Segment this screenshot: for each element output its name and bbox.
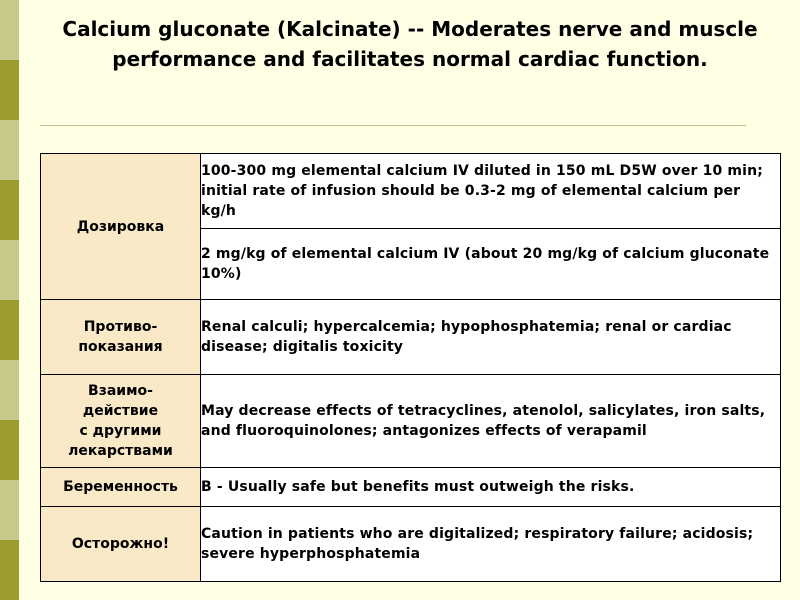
interactions-value: May decrease effects of tetracyclines, atenolol, salicylates, iron salts, and fluoroquinolones; antagonizes effects of verapamil xyxy=(201,375,781,468)
table-row-interactions xyxy=(41,375,781,468)
bar-segment xyxy=(0,300,19,360)
interactions-label-line: с другими xyxy=(79,423,162,439)
dosage-value-1: 100-300 mg elemental calcium IV diluted in 150 mL D5W over 10 min; initial rate of infusion should be 0.3-2 mg of elemental calcium per kg/h xyxy=(201,154,781,229)
caution-value: Caution in patients who are digitalized; respiratory failure; acidosis; severe hyperphosphatemia xyxy=(201,507,781,582)
contraindications-label xyxy=(41,300,201,375)
pregnancy-value: B - Usually safe but benefits must outweigh the risks. xyxy=(201,468,781,507)
bar-segment xyxy=(0,540,19,600)
table-row-caution xyxy=(41,507,781,582)
interactions-label xyxy=(41,375,201,468)
dosage-label: Дозировка xyxy=(41,154,201,300)
table-row-dosage xyxy=(41,154,781,229)
bar-segment xyxy=(0,180,19,240)
interactions-label-line: лекарствами xyxy=(68,443,173,459)
contraindications-value: Renal calculi; hypercalcemia; hypophosphatemia; renal or cardiac disease; digitalis toxicity xyxy=(201,300,781,375)
drug-info-table xyxy=(40,153,781,582)
interactions-label-line: Взаимо- xyxy=(88,383,153,399)
table-row-pregnancy xyxy=(41,468,781,507)
table-row-contraindications xyxy=(41,300,781,375)
slide-title: Calcium gluconate (Kalcinate) -- Moderates nerve and muscle performance and facilitates normal cardiac function. xyxy=(62,17,758,71)
bar-segment xyxy=(0,240,19,300)
bar-segment xyxy=(0,360,19,420)
contraindications-label-line: Противо- xyxy=(83,319,158,335)
bar-segment xyxy=(0,420,19,480)
contraindications-label-line: показания xyxy=(78,339,163,355)
dosage-value-2: 2 mg/kg of elemental calcium IV (about 20 mg/kg of calcium gluconate 10%) xyxy=(201,229,781,300)
title-divider xyxy=(40,125,746,126)
bar-segment xyxy=(0,120,19,180)
caution-label: Осторожно! xyxy=(41,507,201,582)
pregnancy-label: Беременность xyxy=(41,468,201,507)
interactions-label-line: действие xyxy=(82,403,159,419)
decorative-left-bar xyxy=(0,0,19,600)
bar-segment xyxy=(0,480,19,540)
bar-segment xyxy=(0,60,19,120)
bar-segment xyxy=(0,0,19,60)
